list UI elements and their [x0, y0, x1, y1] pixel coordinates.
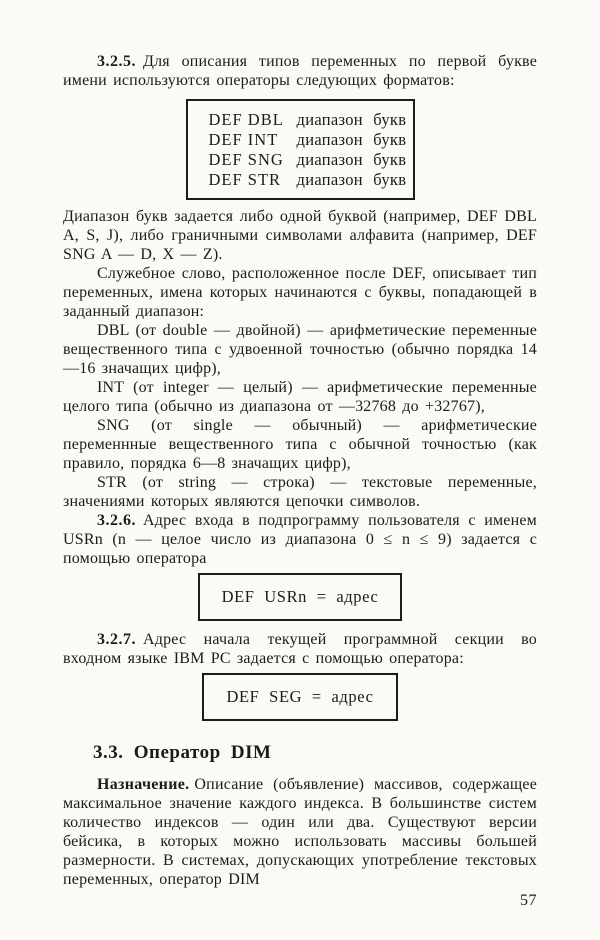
def-usr-operator-label: DEF USRn = адрес [221, 587, 379, 606]
paragraph-3-2-7 [63, 630, 537, 668]
paragraph-keyword-meaning: Служебное слово, расположенное после DEF, описывает тип переменных, имена которых начинаются с буквы, попадающей в заданный диапазон: [63, 265, 537, 320]
def-seg-operator-box [202, 673, 397, 721]
paragraph-3-2-5-text: Для описания типов переменных по первой букве имени используются операторы следующих форматов: [63, 53, 537, 89]
def-int-operand: диапазон букв [296, 130, 407, 149]
page-number: 57 [520, 892, 537, 909]
paragraph-3-2-5 [63, 52, 537, 90]
section-heading-3-3: 3.3. Оператор DIM [93, 742, 272, 763]
dim-purpose-text: Описание (объявление) массивов, содержащее максимальное значение каждого индекса. В большинстве систем количество индексов — один или два. Существуют версии бейсика, в которых можно использовать массивы большей размерности. В системах, допускающих употребление текстовых переменных, оператор DIM [63, 776, 537, 888]
item-dbl-description: DBL (от double — двойной) — арифметические переменные вещественного типа с удвоенной точностью (обычно порядка 14—16 значащих цифр), [63, 322, 537, 377]
item-sng-description: SNG (от single — обычный) — арифметические переменнные вещественного типа с обычной точностью (как правило, порядка 6—8 значащих цифр), [63, 417, 537, 472]
section-number-3-2-5: 3.2.5. [97, 53, 136, 70]
paragraph-3-2-7-text: Адрес начала текущей программной секции во входном языке IBM PC задается с помощью оператора: [63, 631, 537, 667]
def-str-keyword: DEF STR [208, 170, 282, 189]
paragraph-dim-purpose [63, 775, 537, 889]
def-row-sng [209, 150, 413, 170]
def-dbl-keyword: DEF DBL [208, 110, 284, 129]
paragraph-letter-range: Диапазон букв задается либо одной буквой (например, DEF DBL A, S, J), либо граничными символами алфавита (например, DEF SNG A — D, X — Z). [63, 208, 537, 263]
def-type-operators-box [186, 99, 415, 200]
section-number-3-2-7: 3.2.7. [97, 631, 136, 648]
def-sng-keyword: DEF SNG [208, 150, 284, 169]
def-str-operand: диапазон букв [296, 170, 407, 189]
def-int-keyword: DEF INT [208, 130, 279, 149]
def-seg-operator-label: DEF SEG = адрес [226, 687, 374, 706]
def-sng-operand: диапазон букв [296, 150, 407, 169]
def-usr-operator-box [198, 573, 403, 621]
def-row-str [209, 170, 413, 190]
section-number-3-2-6: 3.2.6. [97, 512, 136, 529]
item-int-description: INT (от integer — целый) — арифметические переменные целого типа (обычно из диапазона от —32768 до +32767), [63, 379, 537, 415]
def-dbl-operand: диапазон букв [296, 110, 407, 129]
def-row-int [209, 130, 413, 150]
paragraph-3-2-6 [63, 511, 537, 568]
def-row-dbl [209, 110, 413, 130]
paragraph-3-2-6-text: Адрес входа в подпрограмму пользователя с именем USRn (n — целое число из диапазона 0 ≤ n ≤ 9) задается с помощью оператора [63, 512, 537, 567]
dim-purpose-lead: Назначение. [97, 776, 190, 793]
item-str-description: STR (от string — строка) — текстовые переменные, значениями которых являются цепочки символов. [63, 474, 537, 510]
